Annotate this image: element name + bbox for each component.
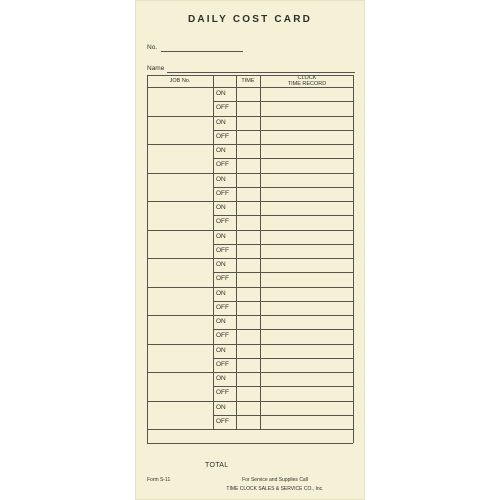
grid-pair-rule bbox=[147, 429, 353, 430]
service-call-text: For Service and Supplies Call bbox=[242, 477, 308, 483]
name-label: Name bbox=[147, 65, 165, 72]
grid-pair-rule bbox=[147, 201, 353, 202]
off-label: OFF bbox=[216, 360, 229, 368]
grid-pair-rule bbox=[147, 258, 353, 259]
grid-bottom-rule bbox=[147, 443, 353, 444]
header-time: TIME bbox=[241, 78, 255, 84]
grid-header-rule bbox=[147, 87, 353, 88]
header-clock bbox=[261, 75, 353, 87]
grid-row-rule bbox=[213, 329, 353, 330]
off-label: OFF bbox=[216, 104, 229, 112]
off-label: OFF bbox=[216, 132, 229, 140]
grid-pair-rule bbox=[147, 315, 353, 316]
off-label: OFF bbox=[216, 417, 229, 425]
grid-right-rule bbox=[353, 75, 354, 443]
on-label: ON bbox=[216, 403, 226, 411]
grid-left-rule bbox=[147, 75, 148, 443]
off-label: OFF bbox=[216, 218, 229, 226]
header-clock-line2: TIME RECORD bbox=[287, 81, 327, 87]
form-number: Form S-11 bbox=[147, 477, 171, 483]
grid-row-rule bbox=[213, 244, 353, 245]
on-label: ON bbox=[216, 261, 226, 268]
time-grid bbox=[147, 75, 353, 474]
on-label: ON bbox=[216, 90, 226, 97]
on-label: ON bbox=[216, 318, 226, 325]
header-clock-line1: CLOCK bbox=[297, 75, 317, 81]
grid-row-rule bbox=[213, 301, 353, 302]
off-label: OFF bbox=[216, 275, 229, 283]
grid-pair-rule bbox=[147, 344, 353, 345]
on-label: ON bbox=[216, 147, 226, 154]
grid-row-rule bbox=[213, 187, 353, 188]
grid-row-rule bbox=[213, 358, 353, 359]
on-label: ON bbox=[216, 232, 226, 240]
off-label: OFF bbox=[216, 332, 229, 340]
on-label: ON bbox=[216, 204, 226, 211]
daily-cost-card bbox=[135, 0, 365, 500]
grid-row-rule bbox=[213, 386, 353, 387]
grid-row-rule bbox=[213, 130, 353, 131]
number-rule bbox=[161, 51, 243, 52]
off-label: OFF bbox=[216, 389, 229, 397]
on-label: ON bbox=[216, 175, 226, 183]
off-label: OFF bbox=[216, 246, 229, 254]
on-label: ON bbox=[216, 118, 226, 126]
company-name: TIME CLOCK SALES & SERVICE CO., Inc. bbox=[226, 486, 324, 492]
grid-pair-rule bbox=[147, 116, 353, 117]
grid-row-rule bbox=[213, 215, 353, 216]
grid-pair-rule bbox=[147, 372, 353, 373]
off-label: OFF bbox=[216, 161, 229, 169]
card-title: DAILY COST CARD bbox=[187, 14, 313, 25]
number-field[interactable] bbox=[147, 44, 157, 51]
on-label: ON bbox=[216, 289, 226, 297]
grid-time-divider bbox=[260, 75, 261, 429]
grid-row-rule bbox=[213, 101, 353, 102]
grid-pair-rule bbox=[147, 287, 353, 288]
grid-top-rule bbox=[147, 75, 353, 76]
grid-row-rule bbox=[213, 272, 353, 273]
grid-pair-rule bbox=[147, 144, 353, 145]
name-rule bbox=[167, 72, 355, 73]
grid-row-rule bbox=[213, 415, 353, 416]
grid-onoff-divider bbox=[236, 75, 237, 429]
header-job-no: JOB No. bbox=[169, 78, 191, 84]
grid-pair-rule bbox=[147, 401, 353, 402]
grid-pair-rule bbox=[147, 173, 353, 174]
grid-job-divider bbox=[213, 75, 214, 429]
total-label: TOTAL bbox=[205, 462, 229, 469]
on-label: ON bbox=[216, 346, 226, 354]
grid-pair-rule bbox=[147, 230, 353, 231]
grid-row-rule bbox=[213, 158, 353, 159]
name-field[interactable] bbox=[147, 65, 164, 72]
off-label: OFF bbox=[216, 189, 229, 197]
off-label: OFF bbox=[216, 303, 229, 311]
on-label: ON bbox=[216, 375, 226, 382]
number-label: No. bbox=[147, 44, 158, 51]
